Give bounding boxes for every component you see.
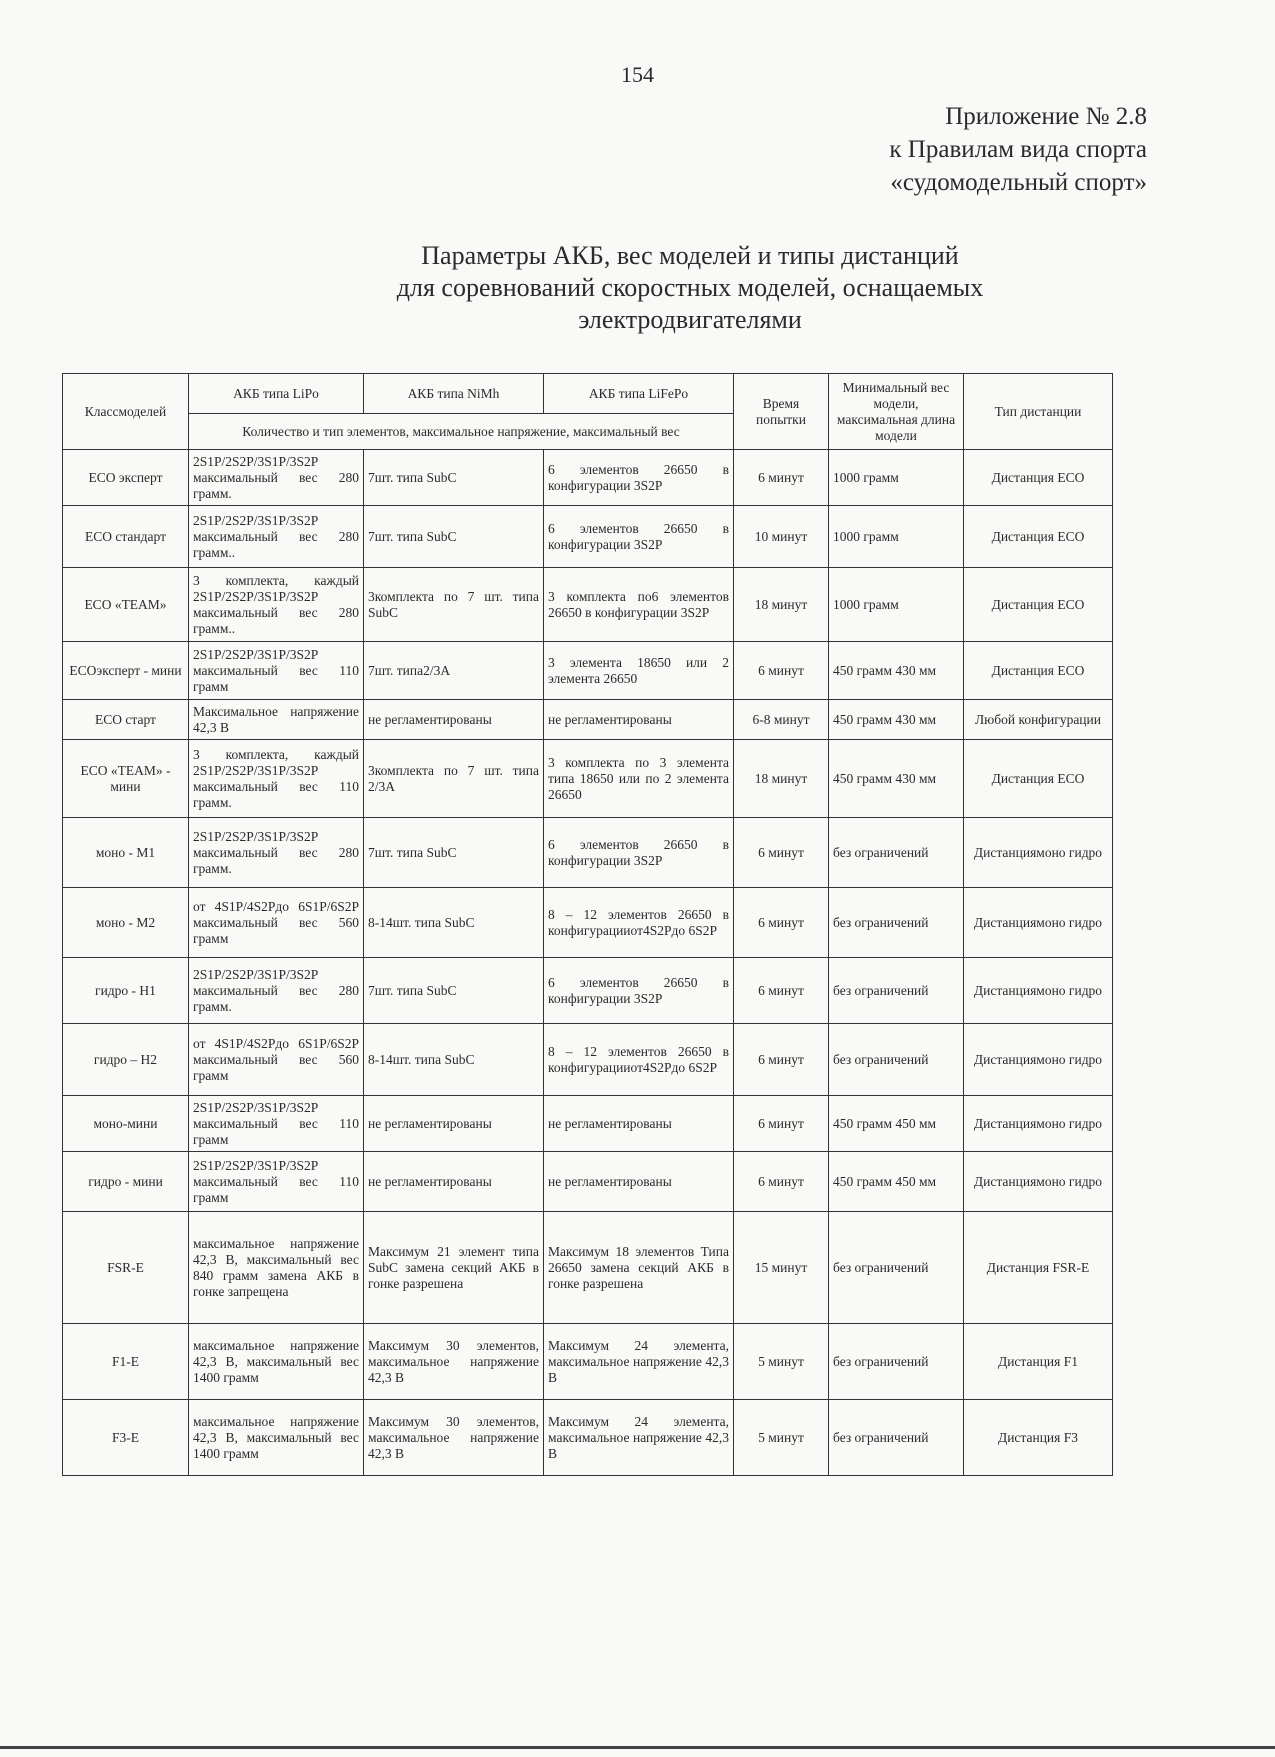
cell-lifepo: 3 элемента 18650 или 2 элемента 26650 (544, 642, 734, 700)
table-row (63, 1400, 1113, 1476)
cell-class-name: ECO старт (63, 700, 189, 740)
cell-lipo: максимальное напряжение 42,3 В, максимальный вес 1400 грамм (189, 1400, 364, 1476)
table-row (63, 1024, 1113, 1096)
cell-class-name: моно - М2 (63, 888, 189, 958)
cell-lipo: 2S1P/2S2P/3S1P/3S2P максимальный вес 280 грамм. (189, 958, 364, 1024)
cell-time: 18 минут (734, 568, 829, 642)
cell-lifepo: не регламентированы (544, 700, 734, 740)
cell-lipo: 3 комплекта, каждый 2S1P/2S2P/3S1P/3S2P максимальный вес 110 грамм. (189, 740, 364, 818)
cell-weight: без ограничений (829, 818, 964, 888)
cell-nimh: 7шт. типа SubC (364, 958, 544, 1024)
cell-distance: Дистанция F3 (964, 1400, 1113, 1476)
table-row (63, 958, 1113, 1024)
title-line-1: Параметры АКБ, вес моделей и типы дистанций (421, 241, 959, 270)
cell-weight: 1000 грамм (829, 568, 964, 642)
battery-parameters-table (62, 373, 1113, 1476)
cell-time: 6 минут (734, 1096, 829, 1152)
table-row (63, 1324, 1113, 1400)
cell-distance: Дистанциямоно гидро (964, 1096, 1113, 1152)
cell-distance: Дистанция ECO (964, 506, 1113, 568)
cell-time: 6 минут (734, 450, 829, 506)
table-row (63, 1152, 1113, 1212)
header-lipo: АКБ типа LiPo (189, 374, 364, 414)
cell-class-name: ECOэксперт - мини (63, 642, 189, 700)
cell-time: 6 минут (734, 1024, 829, 1096)
cell-class-name: ECO эксперт (63, 450, 189, 506)
cell-time: 6 минут (734, 818, 829, 888)
cell-distance: Дистанциямоно гидро (964, 1024, 1113, 1096)
cell-lipo: 2S1P/2S2P/3S1P/3S2P максимальный вес 280 грамм. (189, 818, 364, 888)
cell-class-name: ECO «TEAM» (63, 568, 189, 642)
cell-time: 15 минут (734, 1212, 829, 1324)
cell-class-name: гидро - Н1 (63, 958, 189, 1024)
header-weight: Минимальный вес модели, максимальная длина модели (829, 374, 964, 450)
cell-nimh: Максимум 30 элементов, максимальное напряжение 42,3 В (364, 1324, 544, 1400)
cell-class-name: моно - М1 (63, 818, 189, 888)
cell-nimh: 3комплекта по 7 шт. типа 2/3А (364, 740, 544, 818)
cell-lifepo: 6 элементов 26650 в конфигурации 3S2P (544, 506, 734, 568)
cell-weight: 450 грамм 450 мм (829, 1152, 964, 1212)
cell-weight: без ограничений (829, 888, 964, 958)
cell-lipo: 2S1P/2S2P/3S1P/3S2P максимальный вес 110 грамм (189, 642, 364, 700)
header-lifepo: АКБ типа LiFePo (544, 374, 734, 414)
cell-distance: Дистанциямоно гидро (964, 1152, 1113, 1212)
cell-lifepo: 6 элементов 26650 в конфигурации 3S2P (544, 958, 734, 1024)
cell-weight: 1000 грамм (829, 506, 964, 568)
cell-distance: Дистанциямоно гидро (964, 958, 1113, 1024)
cell-lipo: Максимальное напряжение 42,3 В (189, 700, 364, 740)
cell-lifepo: 3 комплекта по 3 элемента типа 18650 или по 2 элемента 26650 (544, 740, 734, 818)
cell-nimh: 8-14шт. типа SubC (364, 888, 544, 958)
cell-class-name: гидро – Н2 (63, 1024, 189, 1096)
cell-lifepo: 8 – 12 элементов 26650 в конфигурацииот4S2Pдо 6S2P (544, 1024, 734, 1096)
cell-lifepo: не регламентированы (544, 1152, 734, 1212)
table-row (63, 888, 1113, 958)
table-row (63, 700, 1113, 740)
cell-distance: Дистанция F1 (964, 1324, 1113, 1400)
header-row-1 (63, 374, 1113, 414)
cell-lifepo: 3 комплекта по6 элементов 26650 в конфигурации 3S2P (544, 568, 734, 642)
cell-nimh: не регламентированы (364, 700, 544, 740)
cell-weight: без ограничений (829, 1212, 964, 1324)
cell-lipo: 2S1P/2S2P/3S1P/3S2P максимальный вес 280 грамм.. (189, 506, 364, 568)
cell-lifepo: Максимум 24 элемента, максимальное напряжение 42,3 В (544, 1400, 734, 1476)
cell-weight: 450 грамм 450 мм (829, 1096, 964, 1152)
cell-nimh: 7шт. типа SubC (364, 818, 544, 888)
cell-nimh: 7шт. типа SubC (364, 506, 544, 568)
cell-class-name: гидро - мини (63, 1152, 189, 1212)
cell-weight: 1000 грамм (829, 450, 964, 506)
cell-distance: Дистанциямоно гидро (964, 888, 1113, 958)
cell-nimh: не регламентированы (364, 1152, 544, 1212)
cell-weight: без ограничений (829, 958, 964, 1024)
cell-time: 6 минут (734, 642, 829, 700)
table-row (63, 818, 1113, 888)
appendix-line-1: Приложение № 2.8 (945, 103, 1147, 130)
cell-class-name: F1-E (63, 1324, 189, 1400)
cell-distance: Любой конфигурации (964, 700, 1113, 740)
cell-class-name: ECO «TEAM» - мини (63, 740, 189, 818)
cell-lipo: от 4S1P/4S2Pдо 6S1P/6S2P максимальный вес 560 грамм (189, 1024, 364, 1096)
cell-distance: Дистанция ECO (964, 568, 1113, 642)
table-row (63, 740, 1113, 818)
table-row (63, 568, 1113, 642)
cell-class-name: F3-E (63, 1400, 189, 1476)
cell-time: 6 минут (734, 958, 829, 1024)
cell-weight: 450 грамм 430 мм (829, 700, 964, 740)
cell-weight: 450 грамм 430 мм (829, 740, 964, 818)
cell-lipo: от 4S1P/4S2Pдо 6S1P/6S2P максимальный вес 560 грамм (189, 888, 364, 958)
cell-lifepo: 8 – 12 элементов 26650 в конфигурацииот4S2Pдо 6S2P (544, 888, 734, 958)
appendix-line-3: «судомодельный спорт» (890, 169, 1147, 196)
cell-nimh: Максимум 21 элемент типа SubC замена секций АКБ в гонке разрешена (364, 1212, 544, 1324)
header-time: Время попытки (734, 374, 829, 450)
cell-lifepo: 6 элементов 26650 в конфигурации 3S2P (544, 818, 734, 888)
cell-lifepo: Максимум 24 элемента, максимальное напряжение 42,3 В (544, 1324, 734, 1400)
header-subtitle: Количество и тип элементов, максимальное напряжение, максимальный вес (189, 414, 734, 450)
cell-lifepo: не регламентированы (544, 1096, 734, 1152)
cell-class-name: моно-мини (63, 1096, 189, 1152)
title-line-3: электродвигателями (578, 305, 802, 334)
cell-time: 6 минут (734, 888, 829, 958)
cell-weight: без ограничений (829, 1024, 964, 1096)
scan-edge-line (0, 1746, 1275, 1749)
cell-class-name: FSR-E (63, 1212, 189, 1324)
cell-time: 5 минут (734, 1324, 829, 1400)
cell-time: 6 минут (734, 1152, 829, 1212)
cell-distance: Дистанция ECO (964, 450, 1113, 506)
cell-weight: 450 грамм 430 мм (829, 642, 964, 700)
cell-weight: без ограничений (829, 1324, 964, 1400)
cell-distance: Дистанция ECO (964, 740, 1113, 818)
cell-nimh: 7шт. типа SubC (364, 450, 544, 506)
cell-nimh: 8-14шт. типа SubC (364, 1024, 544, 1096)
header-class: Классмоделей (63, 374, 189, 450)
page-number: 154 (621, 62, 654, 87)
cell-time: 18 минут (734, 740, 829, 818)
table-row (63, 1212, 1113, 1324)
table-row (63, 1096, 1113, 1152)
cell-time: 6-8 минут (734, 700, 829, 740)
title-line-2: для соревнований скоростных моделей, оснащаемых (396, 273, 984, 302)
cell-nimh: не регламентированы (364, 1096, 544, 1152)
cell-distance: Дистанция FSR-E (964, 1212, 1113, 1324)
cell-lifepo: Максимум 18 элементов Типа 26650 замена секций АКБ в гонке разрешена (544, 1212, 734, 1324)
cell-lipo: максимальное напряжение 42,3 В, максимальный вес 1400 грамм (189, 1324, 364, 1400)
cell-time: 5 минут (734, 1400, 829, 1476)
cell-nimh: 7шт. типа2/3А (364, 642, 544, 700)
cell-nimh: 3комплекта по 7 шт. типа SubC (364, 568, 544, 642)
cell-lipo: 2S1P/2S2P/3S1P/3S2P максимальный вес 280 грамм. (189, 450, 364, 506)
cell-nimh: Максимум 30 элементов, максимальное напряжение 42,3 В (364, 1400, 544, 1476)
header-nimh: АКБ типа NiMh (364, 374, 544, 414)
cell-distance: Дистанция ECO (964, 642, 1113, 700)
cell-lipo: 2S1P/2S2P/3S1P/3S2P максимальный вес 110 грамм (189, 1096, 364, 1152)
appendix-reference (889, 100, 1147, 199)
table-row (63, 450, 1113, 506)
cell-lipo: 3 комплекта, каждый 2S1P/2S2P/3S1P/3S2P максимальный вес 280 грамм.. (189, 568, 364, 642)
header-distance: Тип дистанции (964, 374, 1113, 450)
cell-lifepo: 6 элементов 26650 в конфигурации 3S2P (544, 450, 734, 506)
table-row (63, 506, 1113, 568)
cell-lipo: максимальное напряжение 42,3 В, максимальный вес 840 грамм замена АКБ в гонке запрещена (189, 1212, 364, 1324)
cell-distance: Дистанциямоно гидро (964, 818, 1113, 888)
table-row (63, 642, 1113, 700)
cell-lipo: 2S1P/2S2P/3S1P/3S2P максимальный вес 110 грамм (189, 1152, 364, 1212)
cell-time: 10 минут (734, 506, 829, 568)
document-title (200, 240, 1180, 336)
cell-weight: без ограничений (829, 1400, 964, 1476)
cell-class-name: ECO стандарт (63, 506, 189, 568)
appendix-line-2: к Правилам вида спорта (889, 136, 1147, 163)
